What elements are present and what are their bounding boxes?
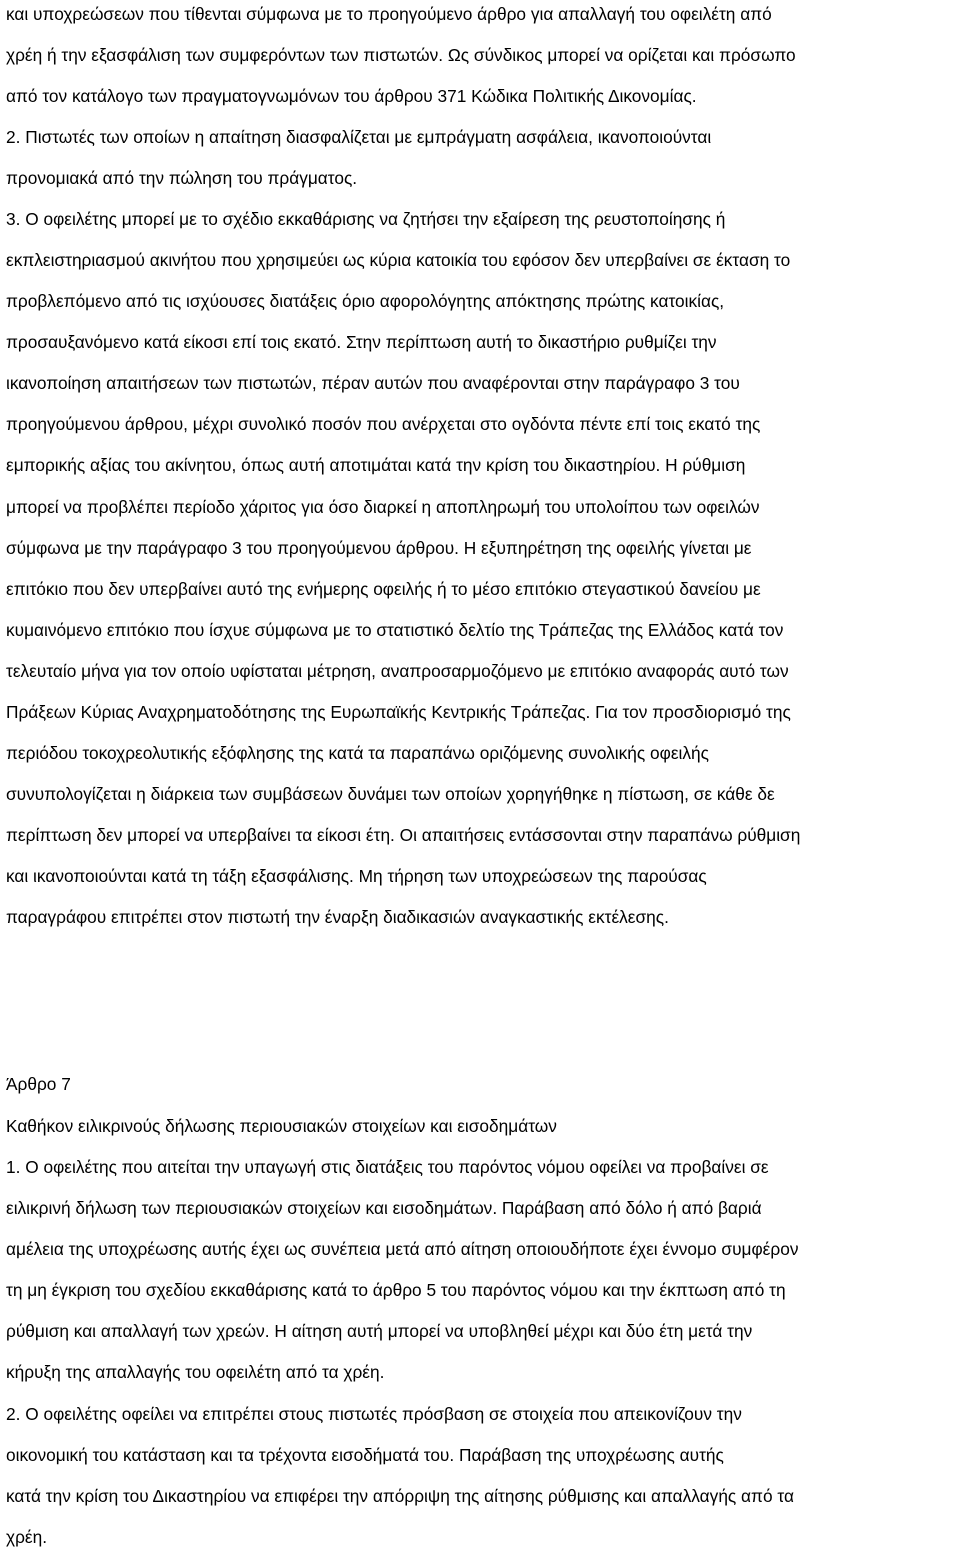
text-line: και υποχρεώσεων που τίθενται σύμφωνα με το προηγούμενο άρθρο για απαλλαγή του οφειλέτη από — [6, 4, 772, 24]
text-line: 3. Ο οφειλέτης μπορεί με το σχέδιο εκκαθάρισης να ζητήσει την εξαίρεση της ρευστοποίησης ή — [6, 209, 726, 229]
text-line: περίπτωση δεν μπορεί να υπερβαίνει τα είκοσι έτη. Οι απαιτήσεις εντάσσονται στην παραπάνω ρύθμιση — [6, 825, 801, 845]
text-line: χρέη. — [6, 1527, 48, 1547]
article-heading: Άρθρο 7 — [6, 1074, 71, 1094]
text-line: ικανοποίηση απαιτήσεων των πιστωτών, πέραν αυτών που αναφέρονται στην παράγραφο 3 του — [6, 373, 740, 393]
text-line: κυμαινόμενο επιτόκιο που ίσχυε σύμφωνα με το στατιστικό δελτίο της Τράπεζας της Ελλάδος κατά τον — [6, 620, 784, 640]
text-line: προνομιακά από την πώληση του πράγματος. — [6, 168, 358, 188]
text-line: τη μη έγκριση του σχεδίου εκκαθάρισης κατά το άρθρο 5 του παρόντος νόμου και την έκπτωση από τη — [6, 1280, 786, 1300]
text-line: 2. Ο οφειλέτης οφείλει να επιτρέπει στους πιστωτές πρόσβαση σε στοιχεία που απεικονίζουν την — [6, 1404, 742, 1424]
text-line: χρέη ή την εξασφάλιση των συμφερόντων των πιστωτών. Ως σύνδικος μπορεί να ορίζεται και πρόσωπο — [6, 45, 796, 65]
text-line: εκπλειστηριασμού ακινήτου που χρησιμεύει ως κύρια κατοικία του εφόσον δεν υπερβαίνει σε έκταση το — [6, 250, 791, 270]
text-line: σύμφωνα με την παράγραφο 3 του προηγούμενου άρθρου. Η εξυπηρέτηση της οφειλής γίνεται με — [6, 538, 752, 558]
article-title: Καθήκον ειλικρινούς δήλωσης περιουσιακών στοιχείων και εισοδημάτων — [6, 1116, 557, 1136]
text-line: αμέλεια της υποχρέωσης αυτής έχει ως συνέπεια μετά από αίτηση οποιουδήποτε έχει έννομο συμφέρον — [6, 1239, 799, 1259]
text-line: κήρυξη της απαλλαγής του οφειλέτη από τα χρέη. — [6, 1362, 385, 1382]
text-line: επιτόκιο που δεν υπερβαίνει αυτό της ενήμερης οφειλής ή το μέσο επιτόκιο στεγαστικού δανείου με — [6, 579, 761, 599]
text-line: προηγούμενου άρθρου, μέχρι συνολικό ποσόν που ανέρχεται στο ογδόντα πέντε επί τοις εκατό της — [6, 414, 761, 434]
text-line: ειλικρινή δήλωση των περιουσιακών στοιχείων και εισοδημάτων. Παράβαση από δόλο ή από βαριά — [6, 1198, 762, 1218]
text-line: μπορεί να προβλέπει περίοδο χάριτος για όσο διαρκεί η αποπληρωμή του υπολοίπου των οφειλών — [6, 497, 760, 517]
text-line: ρύθμιση και απαλλαγή των χρεών. Η αίτηση αυτή μπορεί να υποβληθεί μέχρι και δύο έτη μετά την — [6, 1321, 753, 1341]
text-line: εμπορικής αξίας του ακίνητου, όπως αυτή αποτιμάται κατά την κρίση του δικαστηρίου. Η ρύθμιση — [6, 455, 746, 475]
text-line: προσαυξανόμενο κατά είκοσι επί τοις εκατό. Στην περίπτωση αυτή το δικαστήριο ρυθμίζει την — [6, 332, 717, 352]
text-line: κατά την κρίση του Δικαστηρίου να επιφέρει την απόρριψη της αίτησης ρύθμισης και απαλλαγής από τα — [6, 1486, 794, 1506]
text-line: 2. Πιστωτές των οποίων η απαίτηση διασφαλίζεται με εμπράγματη ασφάλεια, ικανοποιούνται — [6, 127, 712, 147]
text-line: παραγράφου επιτρέπει στον πιστωτή την έναρξη διαδικασιών αναγκαστικής εκτέλεσης. — [6, 907, 669, 927]
text-line: συνυπολογίζεται η διάρκεια των συμβάσεων δυνάμει των οποίων χορηγήθηκε η πίστωση, σε κάθε δε — [6, 784, 775, 804]
text-line: οικονομική του κατάσταση και τα τρέχοντα εισοδήματά του. Παράβαση της υποχρέωσης αυτής — [6, 1445, 724, 1465]
text-line: τελευταίο μήνα για τον οποίο υφίσταται μέτρηση, αναπροσαρμοζόμενο με επιτόκιο αναφοράς αυτό των — [6, 661, 789, 681]
text-line: περιόδου τοκοχρεολυτικής εξόφλησης της κατά τα παραπάνω οριζόμενης συνολικής οφειλής — [6, 743, 709, 763]
text-line: Πράξεων Κύριας Αναχρηματοδότησης της Ευρωπαϊκής Κεντρικής Τράπεζας. Για τον προσδιορισμό της — [6, 702, 791, 722]
text-line: 1. Ο οφειλέτης που αιτείται την υπαγωγή στις διατάξεις του παρόντος νόμου οφείλει να προβαίνει σε — [6, 1157, 769, 1177]
text-line: προβλεπόμενο από τις ισχύουσες διατάξεις όριο αφορολόγητης απόκτησης πρώτης κατοικίας, — [6, 291, 725, 311]
text-line: από τον κατάλογο των πραγματογνωμόνων του άρθρου 371 Κώδικα Πολιτικής Δικονομίας. — [6, 86, 697, 106]
text-line: και ικανοποιούνται κατά τη τάξη εξασφάλισης. Μη τήρηση των υποχρεώσεων της παρούσας — [6, 866, 707, 886]
